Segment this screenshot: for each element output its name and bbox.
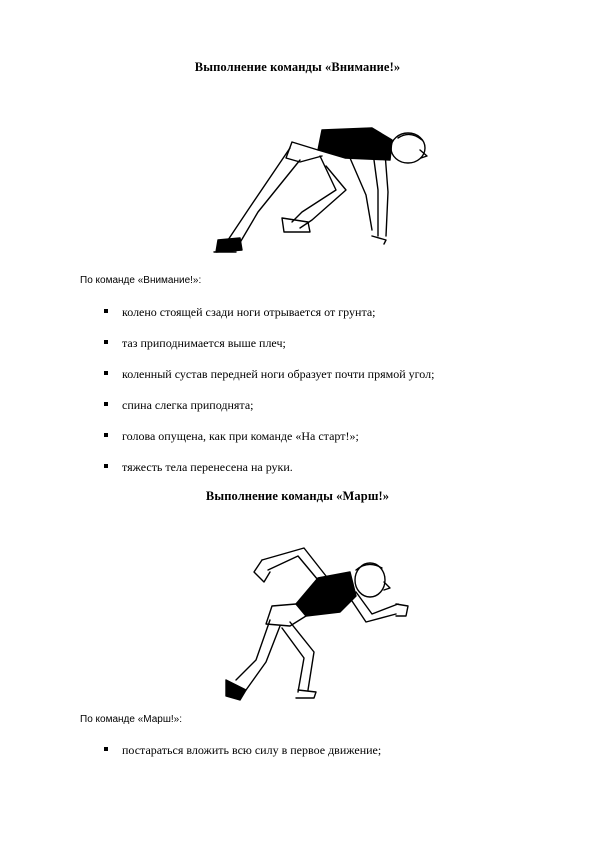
section1-heading: Выполнение команды «Внимание!» xyxy=(194,60,401,74)
section2-intro: По команде «Марш!»: xyxy=(80,714,182,725)
bullet-marker xyxy=(104,747,108,751)
section2-heading: Выполнение команды «Марш!» xyxy=(205,489,390,503)
section1-intro: По команде «Внимание!»: xyxy=(80,275,202,286)
